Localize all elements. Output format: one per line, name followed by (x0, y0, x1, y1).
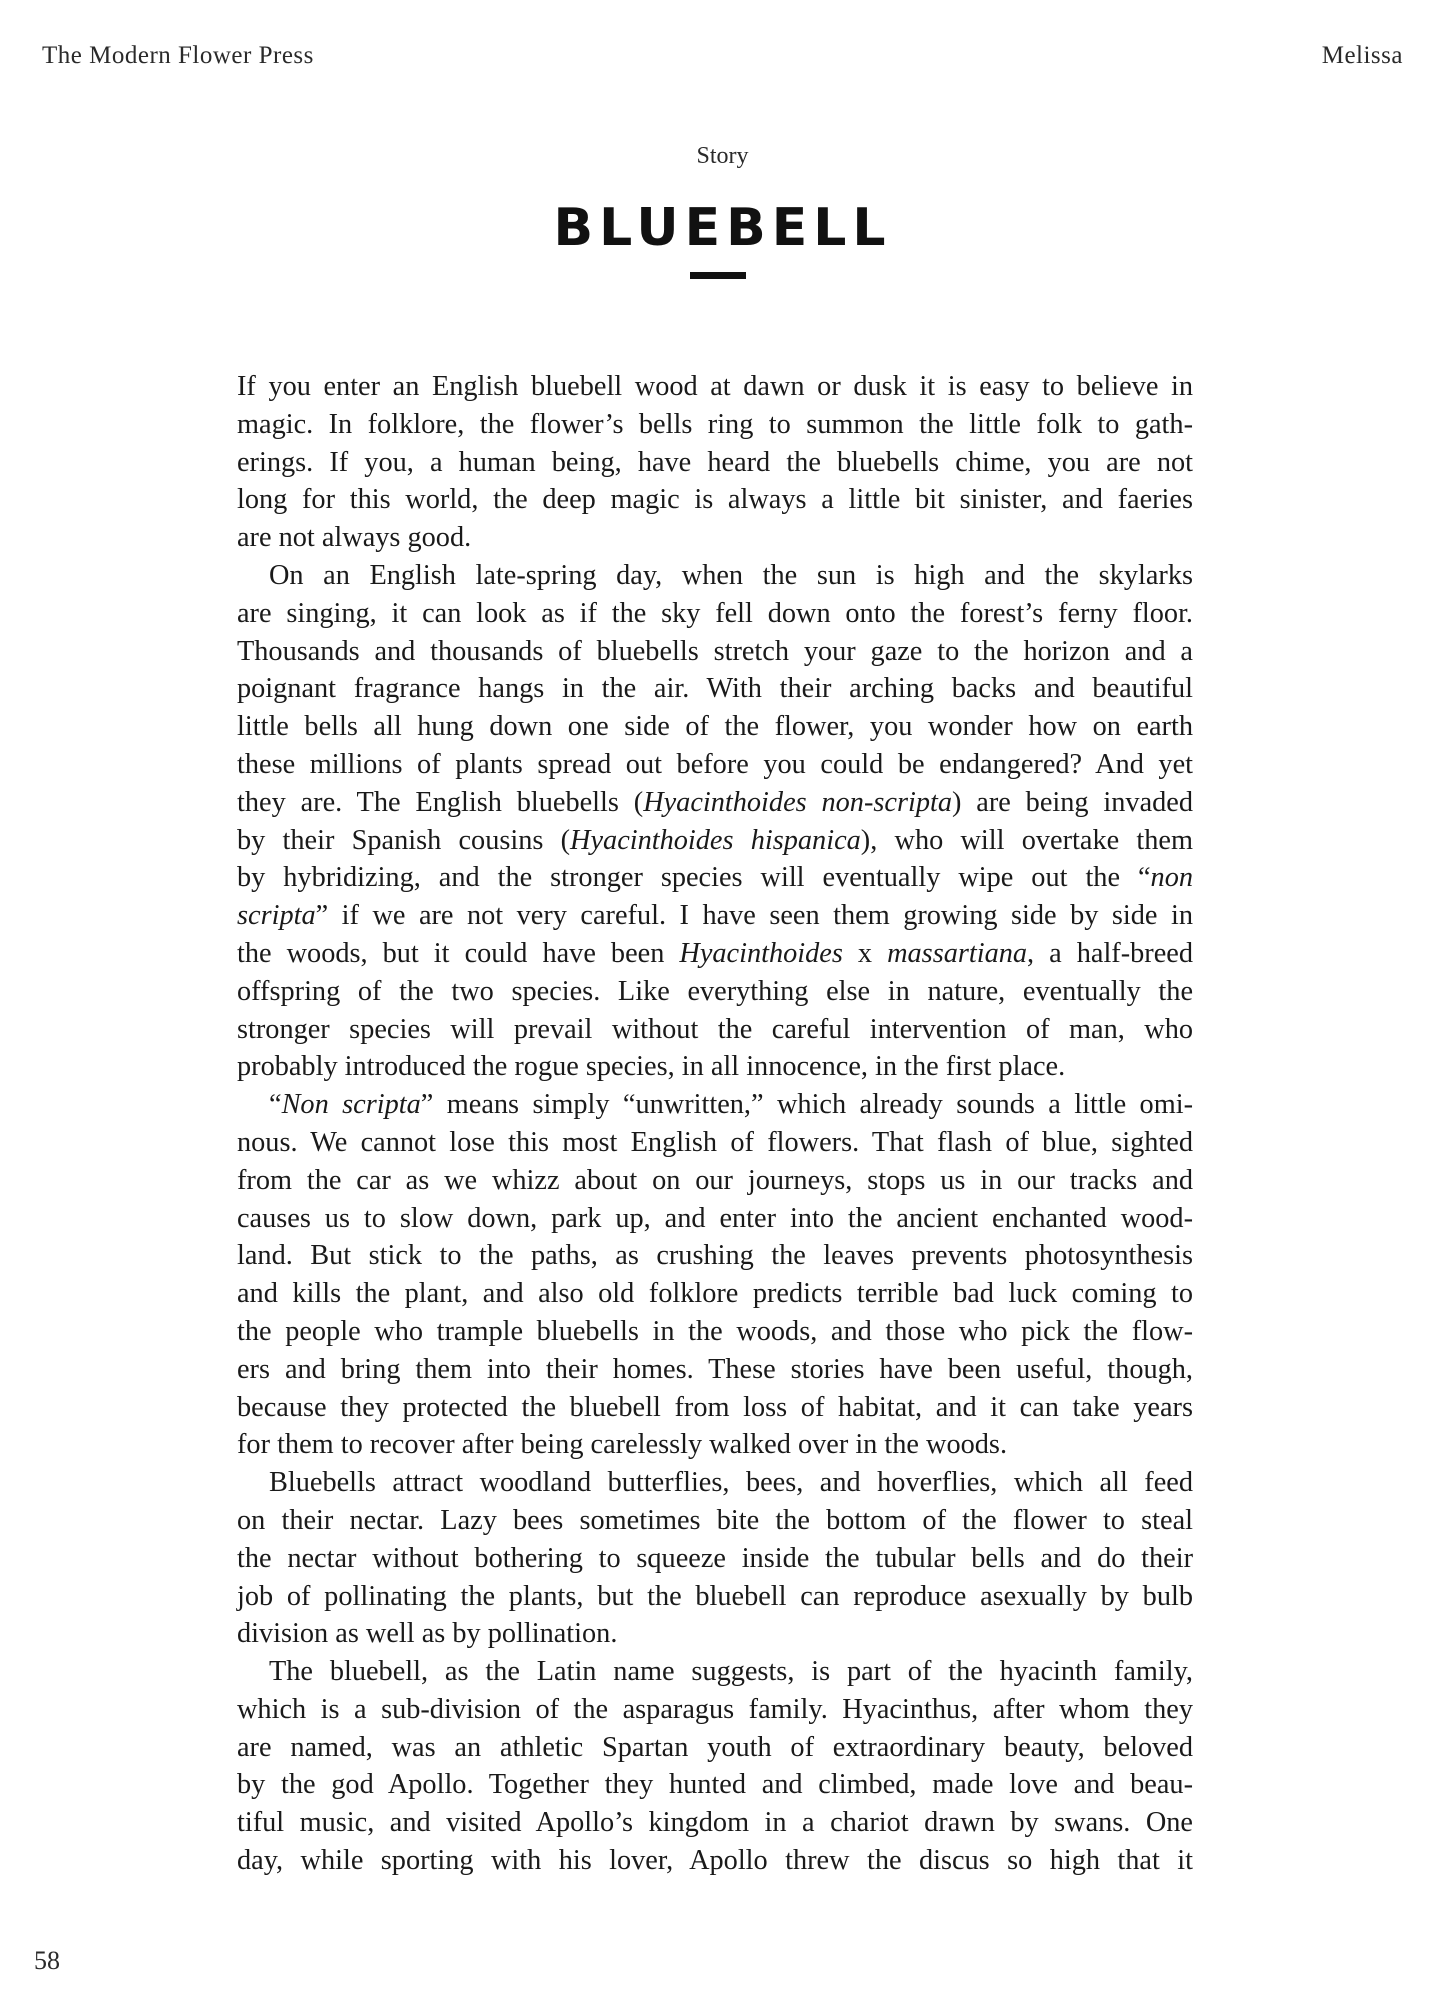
body-line: tiful music, and visited Apollo’s kingdom in a chariot drawn by swans. One (237, 1807, 1193, 1839)
body-line: nous. We cannot lose this most English of flowers. That flash of blue, sighted (237, 1126, 1193, 1158)
article-title: BLUEBELL (553, 198, 892, 258)
body-line: causes us to slow down, park up, and enter into the ancient enchanted wood- (237, 1202, 1193, 1234)
body-line: by hybridizing, and the stronger species will eventually wipe out the “non (237, 862, 1193, 894)
body-line: by the god Apollo. Together they hunted and climbed, made love and beau- (237, 1769, 1193, 1801)
running-head-publication: The Modern Flower Press (42, 42, 314, 69)
body-line: because they protected the bluebell from loss of habitat, and it can take years (237, 1391, 1193, 1423)
body-line: Bluebells attract woodland butterflies, bees, and hoverflies, which all feed (269, 1467, 1193, 1499)
body-line: offspring of the two species. Like everything else in nature, eventually the (237, 975, 1193, 1007)
body-line: division as well as by pollination. (237, 1618, 618, 1650)
running-head-author: Melissa (1321, 42, 1403, 69)
section-kicker: Story (696, 143, 749, 169)
body-line: If you enter an English bluebell wood at dawn or dusk it is easy to believe in (237, 371, 1193, 402)
body-line: The bluebell, as the Latin name suggests, is part of the hyacinth family, (269, 1656, 1193, 1688)
article-body (237, 368, 1193, 1880)
body-line: “Non scripta” means simply “unwritten,” which already sounds a little omi- (269, 1089, 1193, 1121)
body-line: which is a sub-division of the asparagus family. Hyacinthus, after whom they (237, 1693, 1193, 1725)
body-line: magic. In folklore, the flower’s bells ring to summon the little folk to gath- (237, 408, 1193, 440)
body-line: long for this world, the deep magic is always a little bit sinister, and faeries (237, 484, 1193, 516)
body-line: erings. If you, a human being, have heard the bluebells chime, you are not (237, 446, 1193, 478)
body-line: are singing, it can look as if the sky fell down onto the forest’s ferny floor. (237, 597, 1193, 629)
body-line: the woods, but it could have been Hyacinthoides x massartiana, a half-breed (237, 937, 1193, 969)
body-line: On an English late-spring day, when the sun is high and the skylarks (269, 559, 1193, 591)
body-line: these millions of plants spread out before you could be endangered? And yet (237, 748, 1193, 780)
body-line: by their Spanish cousins (Hyacinthoides hispanica), who will overtake them (237, 824, 1193, 856)
body-line: ers and bring them into their homes. These stories have been useful, though, (237, 1353, 1193, 1385)
title-underline (690, 272, 746, 279)
body-line: from the car as we whizz about on our journeys, stops us in our tracks and (237, 1164, 1193, 1196)
body-line: Thousands and thousands of bluebells stretch your gaze to the horizon and a (237, 635, 1193, 667)
body-line: job of pollinating the plants, but the bluebell can reproduce asexually by bulb (237, 1580, 1193, 1612)
body-line: the people who trample bluebells in the woods, and those who pick the flow- (237, 1315, 1193, 1347)
body-line: for them to recover after being carelessly walked over in the woods. (237, 1429, 1008, 1461)
body-line: and kills the plant, and also old folklore predicts terrible bad luck coming to (237, 1278, 1193, 1310)
body-line: probably introduced the rogue species, in all innocence, in the first place. (237, 1051, 1066, 1083)
body-line: day, while sporting with his lover, Apollo threw the discus so high that it (237, 1845, 1193, 1877)
body-line: scripta” if we are not very careful. I have seen them growing side by side in (237, 900, 1193, 932)
page-number: 58 (34, 1946, 60, 1975)
body-line: on their nectar. Lazy bees sometimes bite the bottom of the flower to steal (237, 1504, 1193, 1536)
body-line: the nectar without bothering to squeeze inside the tubular bells and do their (237, 1542, 1193, 1574)
body-line: are not always good. (237, 522, 472, 554)
body-line: are named, was an athletic Spartan youth of extraordinary beauty, beloved (237, 1731, 1193, 1763)
body-line: stronger species will prevail without the careful intervention of man, who (237, 1013, 1193, 1045)
body-line: land. But stick to the paths, as crushing the leaves prevents photosynthesis (237, 1240, 1193, 1272)
body-line: poignant fragrance hangs in the air. With their arching backs and beautiful (237, 673, 1193, 705)
body-line: little bells all hung down one side of the flower, you wonder how on earth (237, 711, 1193, 743)
body-line: they are. The English bluebells (Hyacinthoides non-scripta) are being invaded (237, 786, 1193, 818)
